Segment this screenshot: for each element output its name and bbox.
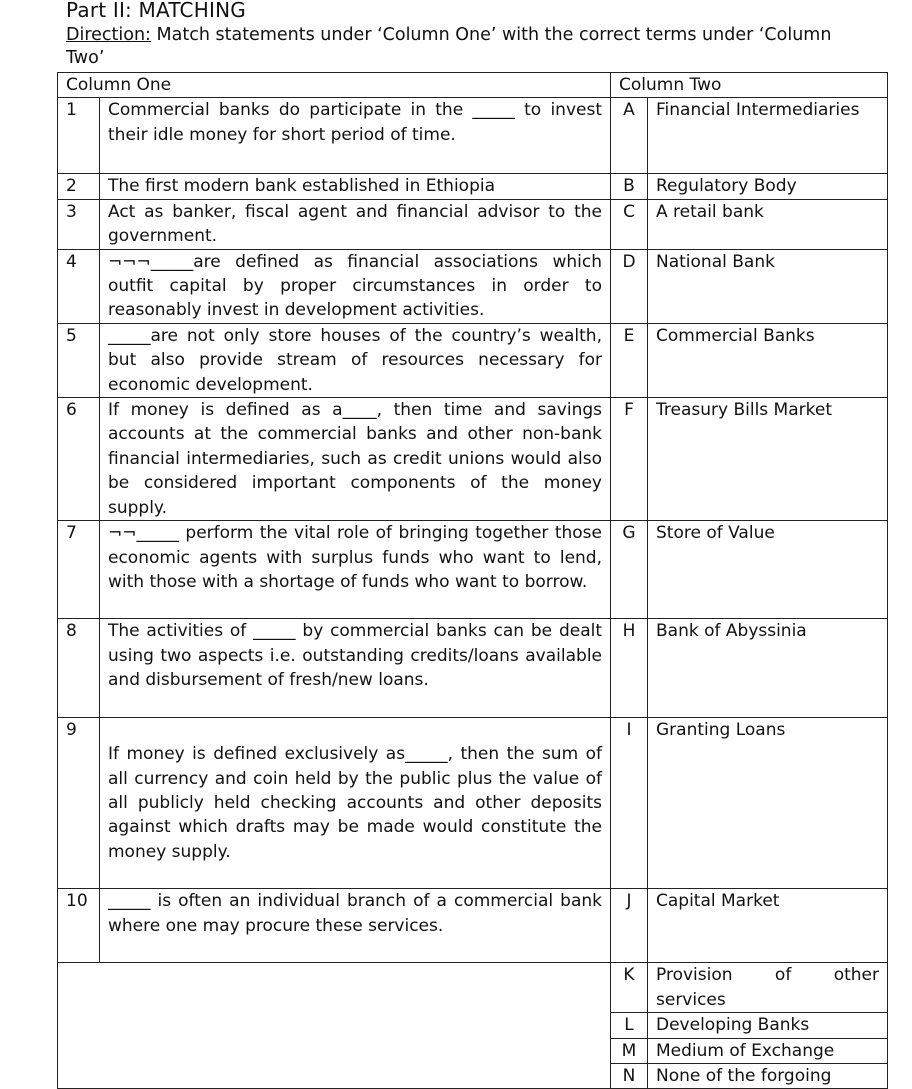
term-letter: E [611,323,648,397]
statement: _____are not only store houses of the country’s wealth, but also provide stream of resources necessary for economic development. [100,323,611,397]
statement: Commercial banks do participate in the _____ to invest their idle money for short period of time. [100,98,611,174]
term: Granting Loans [648,718,888,889]
term-letter: C [611,199,648,249]
term: Commercial Banks [648,323,888,397]
term-letter: B [611,174,648,199]
table-row [58,619,888,718]
term-letter: L [611,1013,648,1038]
statement: ¬¬¬_____are defined as financial associations which outfit capital by proper circumstances in order to reasonably invest in development activities. [100,249,611,323]
term-letter: F [611,398,648,521]
row-number: 7 [58,521,100,619]
direction-text [66,24,866,70]
term-letter: H [611,619,648,718]
statement: The first modern bank established in Ethiopia [100,174,611,199]
row-number: 5 [58,323,100,397]
term: Bank of Abyssinia [648,619,888,718]
term-letter: J [611,889,648,963]
term: Developing Banks [648,1013,888,1038]
term-letter: D [611,249,648,323]
term-letter: N [611,1063,648,1088]
row-number: 6 [58,398,100,521]
term: None of the forgoing [648,1063,888,1088]
row-number: 1 [58,98,100,174]
table-row [58,98,888,174]
table-row [58,199,888,249]
direction-label: Direction: [66,25,151,45]
column-one-header: Column One [58,73,611,98]
term: Treasury Bills Market [648,398,888,521]
table-row [58,323,888,397]
term: Medium of Exchange [648,1038,888,1063]
term: Capital Market [648,889,888,963]
term: Regulatory Body [648,174,888,199]
direction-body: Match statements under ‘Column One’ with the correct terms under ‘Column Two’ [66,25,832,68]
extra-term-row [58,963,888,1013]
blank-cell [58,963,611,1089]
statement: ¬¬_____ perform the vital role of bringing together those economic agents with surplus funds who want to lend, with those with a shortage of funds who want to borrow. [100,521,611,619]
row-number: 8 [58,619,100,718]
table-row [58,398,888,521]
term-letter: A [611,98,648,174]
row-number: 10 [58,889,100,963]
table-row [58,889,888,963]
statement: _____ is often an individual branch of a commercial bank where one may procure these services. [100,889,611,963]
matching-table [57,72,888,1089]
row-number: 9 [58,718,100,889]
term: Store of Value [648,521,888,619]
term-letter: G [611,521,648,619]
term: Provision of other services [648,963,888,1013]
row-number: 2 [58,174,100,199]
statement: The activities of _____ by commercial banks can be dealt using two aspects i.e. outstanding credits/loans available and disbursement of fresh/new loans. [100,619,611,718]
table-header-row [58,73,888,98]
statement: Act as banker, fiscal agent and financial advisor to the government. [100,199,611,249]
table-row [58,174,888,199]
statement: If money is defined exclusively as_____, then the sum of all currency and coin held by the public plus the value of all publicly held checking accounts and other deposits against which drafts may be made would constitute the money supply. [100,718,611,889]
term-letter: M [611,1038,648,1063]
term: Financial Intermediaries [648,98,888,174]
statement: If money is defined as a____, then time and savings accounts at the commercial banks and other non-bank financial intermediaries, such as credit unions would also be considered important components of the money supply. [100,398,611,521]
row-number: 3 [58,199,100,249]
column-two-header: Column Two [611,73,888,98]
table-row [58,521,888,619]
term: A retail bank [648,199,888,249]
section-heading: Part II: MATCHING [66,0,246,22]
term-letter: K [611,963,648,1013]
table-row [58,249,888,323]
term: National Bank [648,249,888,323]
row-number: 4 [58,249,100,323]
term-letter: I [611,718,648,889]
table-row [58,718,888,889]
